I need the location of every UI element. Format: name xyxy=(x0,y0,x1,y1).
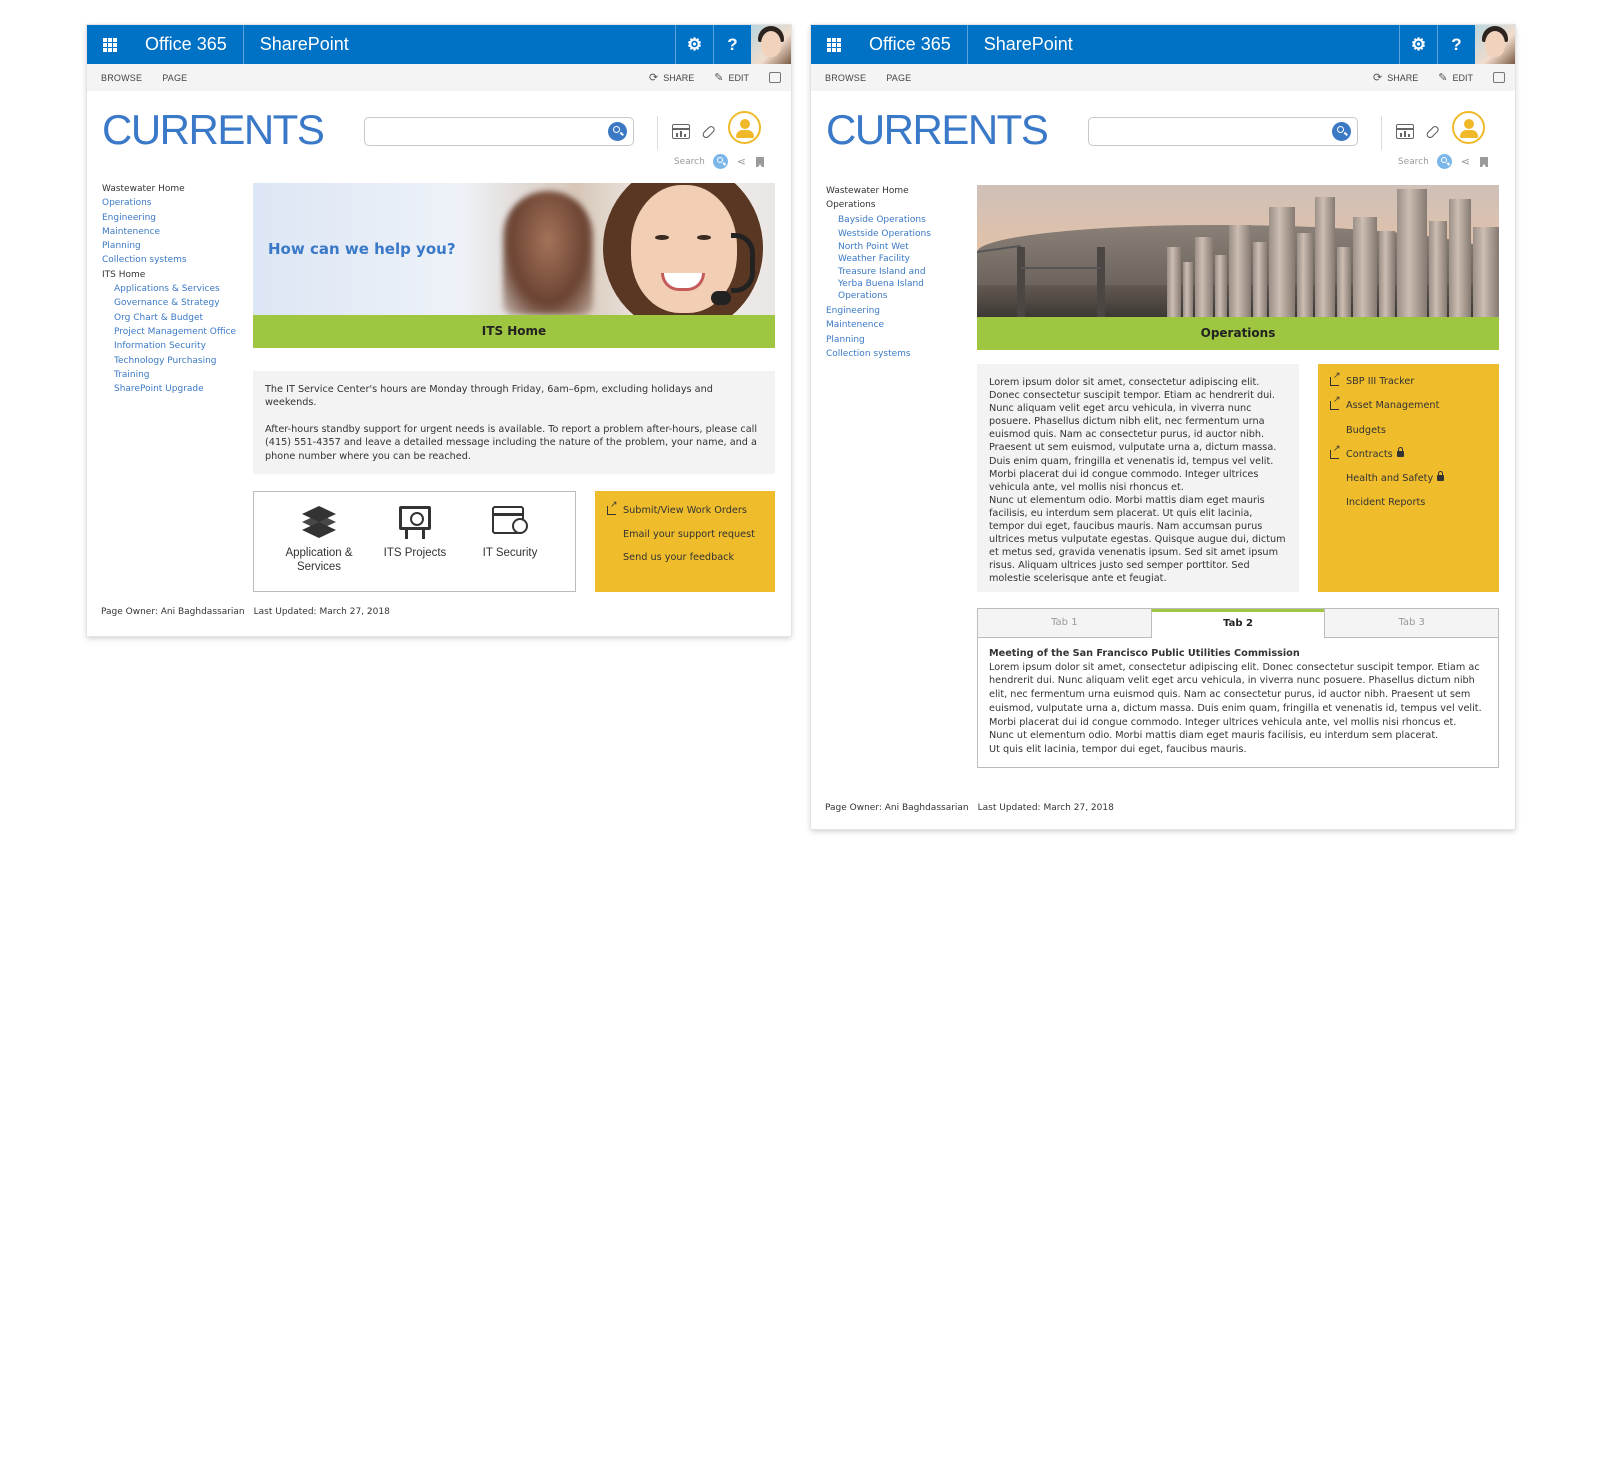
page-footer xyxy=(101,607,390,617)
site-header xyxy=(811,91,1515,181)
page-tools xyxy=(1398,154,1488,169)
focus-content-icon[interactable] xyxy=(769,72,781,83)
operations-link[interactable]: Incident Reports xyxy=(1346,497,1426,509)
nav-item[interactable]: Project Management Office xyxy=(114,326,237,337)
operations-link[interactable]: ↗ Asset Management xyxy=(1330,400,1487,424)
tab-1[interactable]: Tab 1 xyxy=(978,609,1151,638)
nav-item[interactable]: Governance & Strategy xyxy=(114,298,220,309)
nav-item[interactable]: North Point Wet Weather Facility xyxy=(838,242,910,264)
operations-link[interactable]: ↗ Contracts xyxy=(1330,449,1487,473)
sharepoint-title[interactable]: SharePoint xyxy=(983,34,1073,54)
page-owner: Page Owner: Ani Baghdassarian xyxy=(101,607,245,617)
sharepoint-title[interactable]: SharePoint xyxy=(259,34,349,54)
operations-text-2: Nunc ut elementum odio. Morbi mattis diam eget mauris facilisis, eu interdum sem placerat. Ut quis elit lacinia, tempor dui eget, faucibus mauris. Nam accumsan purus ultrices metus vulputate egestas. Quisque augue dui, dictum et metus sed, gravida venenatis ipsum. Sed sit amet ipsum risus. Aliquam ultrices justo sed semper porttitor. Sed molestie scelerisque ante et feugiat. xyxy=(989,494,1286,585)
external-link-icon xyxy=(1330,377,1339,386)
bay-bridge-graphic xyxy=(977,247,1177,317)
last-updated: Last Updated: March 27, 2018 xyxy=(977,803,1114,813)
layers-icon xyxy=(299,506,339,540)
nav-item[interactable]: Maintenence xyxy=(102,226,160,237)
hero-banner xyxy=(253,183,775,315)
tab-content xyxy=(978,638,1498,766)
after-hours-text: After-hours standby support for urgent needs is available. To report a problem after-hours, please call (415) 551-4357 and leave a detailed message including the nature of the problem, your name, and a phone number where you can be reached. xyxy=(265,423,758,462)
focus-content-icon[interactable] xyxy=(1493,72,1505,83)
hero-banner-cityscape xyxy=(977,185,1499,317)
share-button[interactable] xyxy=(649,71,694,84)
tabs-panel xyxy=(977,608,1499,768)
settings-gear-icon[interactable]: ⚙ xyxy=(675,25,713,64)
search-label: Search xyxy=(673,156,705,167)
search-input[interactable] xyxy=(373,118,603,144)
quick-link-work-orders[interactable]: ↗ Submit/View Work Orders xyxy=(607,505,763,529)
nav-item[interactable]: Applications & Services xyxy=(114,284,220,295)
share-button[interactable] xyxy=(1373,71,1418,84)
operations-content-box xyxy=(977,364,1299,592)
settings-gear-icon[interactable]: ⚙ xyxy=(1399,25,1437,64)
nav-item[interactable]: Planning xyxy=(102,241,141,252)
share-icon[interactable]: ⋖ xyxy=(1460,155,1470,168)
external-link-icon xyxy=(1330,401,1339,410)
page-owner: Page Owner: Ani Baghdassarian xyxy=(825,803,969,813)
tab-content-text-2: Nunc ut elementum odio. Morbi mattis diam eget mauris facilisis, eu interdum sem placerat. xyxy=(989,730,1439,742)
tile-security-label: IT Security xyxy=(482,547,538,559)
ribbon xyxy=(811,64,1515,91)
ribbon xyxy=(87,64,791,91)
quick-links-box xyxy=(595,491,775,592)
nav-item[interactable]: Planning xyxy=(826,334,865,345)
waffle-icon xyxy=(103,38,117,52)
service-hours-text: The IT Service Center's hours are Monday through Friday, 6am–6pm, excluding holidays and weekends. xyxy=(265,384,713,409)
user-avatar[interactable] xyxy=(1475,25,1515,64)
nav-item[interactable]: Collection systems xyxy=(102,255,187,266)
tile-its-projects[interactable] xyxy=(370,506,460,560)
link-icon[interactable] xyxy=(698,120,721,143)
nav-item[interactable]: Engineering xyxy=(102,212,156,223)
edit-button[interactable] xyxy=(714,71,749,84)
mini-search-icon[interactable] xyxy=(713,154,728,169)
pencil-icon: ✎ xyxy=(714,72,724,84)
office365-title[interactable]: Office 365 xyxy=(857,25,968,64)
hero-title-bar: ITS Home xyxy=(253,315,775,348)
nav-item[interactable]: Bayside Operations xyxy=(838,214,926,225)
hero-question: How can we help you? xyxy=(268,240,456,258)
search-label: Search xyxy=(1397,156,1429,167)
nav-item[interactable]: Operations xyxy=(826,200,876,211)
suite-bar xyxy=(811,25,1515,64)
operations-links-box xyxy=(1318,364,1499,592)
search-icon[interactable] xyxy=(608,122,627,141)
currents-logo[interactable]: CURRENTS xyxy=(826,106,1048,153)
nav-item[interactable]: Collection systems xyxy=(826,349,911,360)
external-link-icon xyxy=(607,506,616,515)
ribbon-tab-browse[interactable]: BROWSE xyxy=(825,72,867,83)
tab-2[interactable]: Tab 2 xyxy=(1151,609,1325,638)
help-icon[interactable]: ? xyxy=(1437,25,1475,64)
bookmark-icon[interactable] xyxy=(1480,157,1488,167)
tab-strip xyxy=(978,609,1498,638)
nav-item[interactable]: Technology Purchasing xyxy=(114,355,217,366)
lock-icon xyxy=(1397,451,1404,457)
tab-content-text-1: Lorem ipsum dolor sit amet, consectetur adipiscing elit. Donec consectetur suscipit tempor. Etiam ac hendrerit dui. Nunc aliquam velit eget arcu vehicula, in viverra nunc posuere. Phasellus dictum nibh elit, nec fermentum urna euismod quis. Nam ac consectetur purus, id auctor nibh. Praesent ut sem euismod, vulputate urna a, dictum massa. Duis enim quam, fringilla et venenatis id, tempus vel velit. Morbi placerat dui id congue commodo. Integer ultrices vehicula ante, vel mollis nisi rhoncus et. xyxy=(989,661,1482,728)
nav-item[interactable]: Org Chart & Budget xyxy=(114,312,204,323)
nav-item[interactable]: Training xyxy=(114,369,150,380)
nav-item[interactable]: Information Security xyxy=(114,341,206,352)
security-key-icon xyxy=(490,506,530,540)
lock-icon xyxy=(1437,475,1444,481)
last-updated: Last Updated: March 27, 2018 xyxy=(253,607,390,617)
search-icon[interactable] xyxy=(1332,122,1351,141)
external-link-icon xyxy=(1330,450,1339,459)
ribbon-tab-page[interactable]: PAGE xyxy=(162,72,188,83)
pencil-icon: ✎ xyxy=(1438,72,1448,84)
service-hours-box xyxy=(253,371,775,474)
nav-item[interactable]: Wastewater Home xyxy=(102,184,185,194)
page-footer xyxy=(825,803,1114,813)
service-tiles xyxy=(253,491,576,592)
link-icon[interactable] xyxy=(1422,120,1445,143)
edit-button[interactable] xyxy=(1438,71,1473,84)
search-input[interactable] xyxy=(1097,118,1327,144)
tile-it-security[interactable] xyxy=(465,506,555,560)
page-tools xyxy=(674,154,764,169)
operations-link[interactable]: Health and Safety xyxy=(1330,473,1487,497)
nav-item[interactable]: ITS Home xyxy=(102,269,146,280)
app-launcher-button[interactable] xyxy=(87,25,133,64)
header-divider xyxy=(1381,116,1382,150)
waffle-icon xyxy=(827,38,841,52)
help-icon[interactable]: ? xyxy=(713,25,751,64)
user-avatar[interactable] xyxy=(751,25,791,64)
quick-link-email-support[interactable]: Email your support request xyxy=(623,528,755,540)
share-sync-icon: ⟳ xyxy=(1373,72,1383,84)
nav-item[interactable]: Operations xyxy=(102,198,152,209)
operations-link[interactable]: Budgets xyxy=(1346,424,1386,436)
profile-icon[interactable] xyxy=(1452,111,1485,144)
site-search xyxy=(1088,117,1358,146)
bookmark-icon[interactable] xyxy=(756,157,764,167)
operations-link[interactable]: ↗ SBP III Tracker xyxy=(1330,376,1487,400)
share-icon[interactable]: ⋖ xyxy=(736,155,746,168)
nav-item[interactable]: Engineering xyxy=(826,306,880,317)
site-search xyxy=(364,117,634,146)
edit-label: EDIT xyxy=(1452,72,1473,83)
left-navigation xyxy=(826,184,931,361)
app-launcher-button[interactable] xyxy=(811,25,857,64)
quick-link-feedback[interactable]: Send us your feedback xyxy=(623,552,735,564)
ribbon-tab-browse[interactable]: BROWSE xyxy=(101,72,143,83)
profile-icon[interactable] xyxy=(728,111,761,144)
share-label: SHARE xyxy=(663,72,695,83)
presentation-board-icon xyxy=(395,506,435,540)
edit-label: EDIT xyxy=(728,72,749,83)
share-sync-icon: ⟳ xyxy=(649,72,659,84)
tab-content-title: Meeting of the San Francisco Public Utilities Commission xyxy=(989,648,1300,659)
tile-projects-label: ITS Projects xyxy=(383,547,447,559)
site-header xyxy=(87,91,791,181)
its-home-window xyxy=(87,25,791,636)
office365-title[interactable]: Office 365 xyxy=(133,25,244,64)
tile-applications-label: Application & Services xyxy=(285,547,353,573)
share-label: SHARE xyxy=(1387,72,1419,83)
tab-3[interactable]: Tab 3 xyxy=(1324,609,1498,638)
operations-text-1: Lorem ipsum dolor sit amet, consectetur adipiscing elit. Donec consectetur suscipit tempor. Etiam ac hendrerit dui. Nunc aliquam velit eget arcu vehicula, in viverra nunc posuere. Phasellus dictum nibh elit, nec fermentum urna euismod quis. Nam ac consectetur purus, id auctor nibh. Praesent ut sem euismod, vulputate urna a, dictum massa. Duis enim quam, fringilla et venenatis id, tempus vel velit. Morbi placerat dui id congue commodo. Integer ultrices vehicula ante, vel mollis nisi rhoncus et. xyxy=(989,377,1277,493)
nav-item[interactable]: Wastewater Home xyxy=(826,186,909,196)
tab-content-text-3: Ut quis elit lacinia, tempor dui eget, faucibus mauris. xyxy=(989,743,1247,755)
currents-logo[interactable]: CURRENTS xyxy=(102,106,324,153)
headset-graphic xyxy=(731,233,755,293)
hero-background-person xyxy=(503,191,593,315)
nav-item[interactable]: Maintenence xyxy=(826,320,884,331)
operations-window xyxy=(811,25,1515,829)
report-icon[interactable] xyxy=(672,124,690,139)
hero-title-bar: Operations xyxy=(977,317,1499,350)
nav-item[interactable]: SharePoint Upgrade xyxy=(114,384,204,395)
report-icon[interactable] xyxy=(1396,124,1414,139)
nav-item[interactable]: Westside Operations xyxy=(838,228,931,239)
mini-search-icon[interactable] xyxy=(1437,154,1452,169)
nav-item[interactable]: Treasure Island and Yerba Buena Island Operations xyxy=(838,267,926,301)
tile-applications[interactable] xyxy=(274,506,364,574)
ribbon-tab-page[interactable]: PAGE xyxy=(886,72,912,83)
suite-bar xyxy=(87,25,791,64)
header-divider xyxy=(657,116,658,150)
left-navigation xyxy=(102,182,236,396)
